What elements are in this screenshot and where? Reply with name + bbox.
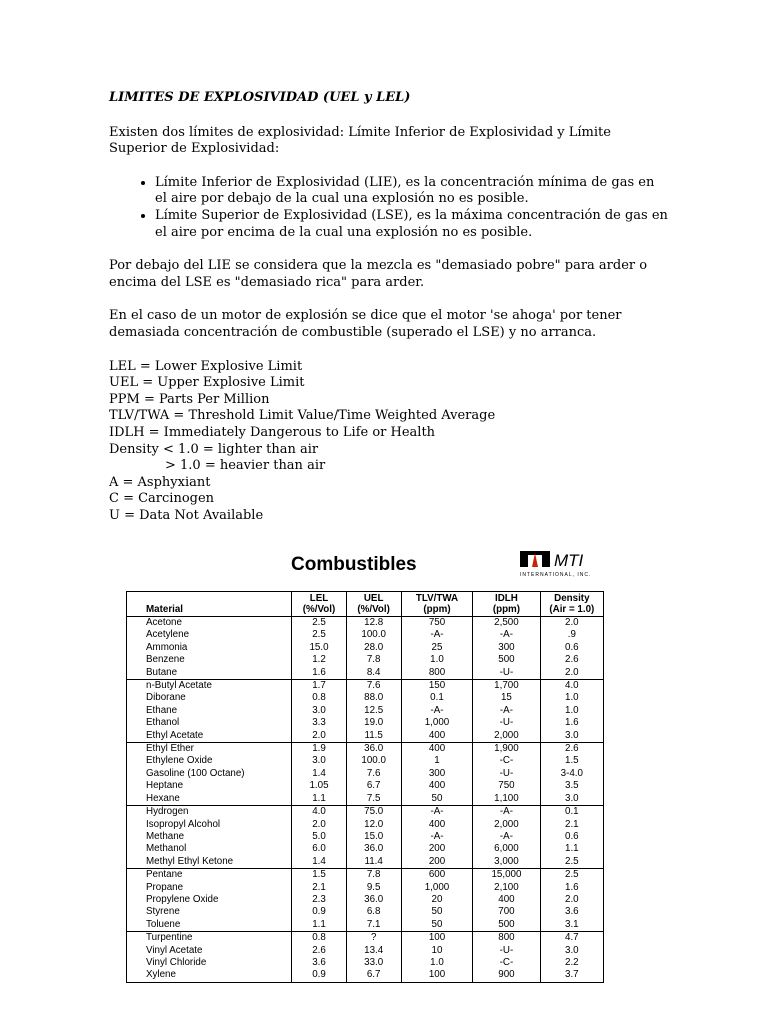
material-cell: Heptane [127, 780, 292, 792]
value-cell: 2.0 [292, 730, 346, 743]
table-row [127, 894, 604, 906]
combustibles-figure [126, 548, 606, 984]
value-cell: 3-4.0 [540, 768, 603, 780]
material-cell: Xylene [127, 969, 292, 982]
value-cell: 3.7 [540, 969, 603, 982]
value-cell: 1.6 [540, 717, 603, 729]
table-row [127, 780, 604, 792]
material-cell: Vinyl Chloride [127, 957, 292, 969]
value-cell: 0.9 [292, 906, 346, 918]
value-cell: 3,000 [473, 856, 540, 869]
material-cell: Ethylene Oxide [127, 755, 292, 767]
value-cell: 2,000 [473, 819, 540, 831]
value-cell: 2.1 [292, 882, 346, 894]
value-cell: 6.7 [346, 780, 401, 792]
definition-carcinogen: C = Carcinogen [109, 491, 215, 507]
definitions-list [109, 359, 669, 525]
value-cell: -A- [473, 705, 540, 717]
value-cell: 36.0 [346, 743, 401, 756]
value-cell: 2.0 [540, 894, 603, 906]
intro-paragraph: Existen dos límites de explosividad: Límite Inferior de Explosividad y Límite Superior de Explosividad: [109, 124, 611, 157]
value-cell: 3.6 [292, 957, 346, 969]
table-header-row [127, 592, 604, 617]
value-cell: -A- [401, 629, 472, 641]
column-header-idlh: IDLH (ppm) [473, 592, 540, 617]
value-cell: 600 [401, 869, 472, 882]
material-cell: Pentane [127, 869, 292, 882]
list-item-lie: • Límite Inferior de Explosividad (LIE), es la concentración mínima de gas en el aire por debajo de la cual una explosión no es posible. [155, 175, 669, 208]
value-cell: 100 [401, 969, 472, 982]
value-cell: 3.5 [540, 780, 603, 792]
table-row [127, 654, 604, 666]
value-cell: 3.0 [540, 730, 603, 743]
value-cell: 0.6 [540, 831, 603, 843]
value-cell: 100.0 [346, 755, 401, 767]
value-cell: 7.6 [346, 680, 401, 693]
material-cell: Methyl Ethyl Ketone [127, 856, 292, 869]
table-row [127, 819, 604, 831]
value-cell: 88.0 [346, 692, 401, 704]
table-row [127, 617, 604, 630]
value-cell: 1.0 [401, 957, 472, 969]
table-row [127, 906, 604, 918]
value-cell: 1.4 [292, 768, 346, 780]
column-header-lel: LEL (%/Vol) [292, 592, 346, 617]
table-row [127, 642, 604, 654]
value-cell: 1.6 [540, 882, 603, 894]
value-cell: 7.8 [346, 654, 401, 666]
value-cell: 11.5 [346, 730, 401, 743]
column-header-material: Material [127, 592, 292, 617]
value-cell: 1.9 [292, 743, 346, 756]
value-cell: 300 [473, 642, 540, 654]
definition-density-light: Density < 1.0 = lighter than air [109, 441, 319, 457]
value-cell: 400 [401, 780, 472, 792]
material-cell: Isopropyl Alcohol [127, 819, 292, 831]
table-row [127, 680, 604, 693]
table-row [127, 919, 604, 932]
material-cell: Methanol [127, 843, 292, 855]
value-cell: -U- [473, 945, 540, 957]
material-cell: Ethane [127, 705, 292, 717]
table-row [127, 730, 604, 743]
material-cell: Methane [127, 831, 292, 843]
material-cell: Hexane [127, 793, 292, 806]
value-cell: 1.0 [540, 705, 603, 717]
value-cell: 3.0 [540, 945, 603, 957]
material-cell: Hydrogen [127, 806, 292, 819]
value-cell: 1.6 [292, 667, 346, 680]
value-cell: 1,000 [401, 717, 472, 729]
value-cell: 300 [401, 768, 472, 780]
value-cell: -C- [473, 957, 540, 969]
table-body [127, 617, 604, 983]
column-header-tlv: TLV/TWA (ppm) [401, 592, 472, 617]
value-cell: 400 [401, 743, 472, 756]
material-cell: Acetylene [127, 629, 292, 641]
table-row [127, 717, 604, 729]
value-cell: 4.0 [292, 806, 346, 819]
material-cell: Ethanol [127, 717, 292, 729]
value-cell: 500 [473, 654, 540, 666]
value-cell: 50 [401, 906, 472, 918]
table-row [127, 629, 604, 641]
table-row [127, 806, 604, 819]
definition-lel: LEL = Lower Explosive Limit [109, 358, 303, 374]
value-cell: 3.1 [540, 919, 603, 932]
value-cell: 8.4 [346, 667, 401, 680]
value-cell: 1.0 [401, 654, 472, 666]
value-cell: 1.1 [292, 919, 346, 932]
definition-asphyxiant: A = Asphyxiant [109, 474, 211, 490]
value-cell: 2.5 [292, 629, 346, 641]
document-body [109, 90, 669, 524]
value-cell: 1.0 [540, 692, 603, 704]
value-cell: -U- [473, 667, 540, 680]
value-cell: 7.6 [346, 768, 401, 780]
table-row [127, 957, 604, 969]
value-cell: 7.8 [346, 869, 401, 882]
value-cell: 400 [401, 730, 472, 743]
value-cell: 6,000 [473, 843, 540, 855]
value-cell: -A- [401, 806, 472, 819]
engine-paragraph: En el caso de un motor de explosión se dice que el motor 'se ahoga' por tener demasiada concentración de combustible (superado el LSE) y no arranca. [109, 308, 622, 340]
mixture-paragraph: Por debajo del LIE se considera que la mezcla es "demasiado pobre" para arder o encima del LSE es "demasiado rica" para arder. [109, 258, 648, 290]
table-row [127, 705, 604, 717]
material-cell: Ethyl Acetate [127, 730, 292, 743]
value-cell: 0.1 [540, 806, 603, 819]
value-cell: 1,000 [401, 882, 472, 894]
value-cell: 12.5 [346, 705, 401, 717]
value-cell: 1,700 [473, 680, 540, 693]
combustibles-table [126, 591, 604, 983]
material-cell: Benzene [127, 654, 292, 666]
value-cell: 1.1 [540, 843, 603, 855]
value-cell: 33.0 [346, 957, 401, 969]
value-cell: ? [346, 932, 401, 945]
value-cell: 800 [473, 932, 540, 945]
value-cell: 2,500 [473, 617, 540, 630]
value-cell: -A- [473, 629, 540, 641]
value-cell: 36.0 [346, 843, 401, 855]
value-cell: -C- [473, 755, 540, 767]
value-cell: 1.5 [540, 755, 603, 767]
value-cell: 0.8 [292, 932, 346, 945]
value-cell: 750 [473, 780, 540, 792]
value-cell: 15.0 [346, 831, 401, 843]
value-cell: 0.8 [292, 692, 346, 704]
value-cell: 20 [401, 894, 472, 906]
value-cell: 3.3 [292, 717, 346, 729]
value-cell: 2.5 [292, 617, 346, 630]
material-cell: Styrene [127, 906, 292, 918]
value-cell: 2,000 [473, 730, 540, 743]
value-cell: 150 [401, 680, 472, 693]
value-cell: 9.5 [346, 882, 401, 894]
value-cell: 1.05 [292, 780, 346, 792]
value-cell: 200 [401, 843, 472, 855]
value-cell: 15.0 [292, 642, 346, 654]
material-cell: n-Butyl Acetate [127, 680, 292, 693]
material-cell: Toluene [127, 919, 292, 932]
value-cell: 2.3 [292, 894, 346, 906]
definition-tlv: TLV/TWA = Threshold Limit Value/Time Weighted Average [109, 408, 496, 424]
value-cell: 7.1 [346, 919, 401, 932]
value-cell: 2.2 [540, 957, 603, 969]
value-cell: 15 [473, 692, 540, 704]
table-row [127, 945, 604, 957]
document-title: LIMITES DE EXPLOSIVIDAD (UEL y LEL) [109, 90, 411, 105]
definition-ppm: PPM = Parts Per Million [109, 391, 270, 407]
value-cell: 1.4 [292, 856, 346, 869]
table-row [127, 856, 604, 869]
value-cell: 1.2 [292, 654, 346, 666]
table-row [127, 667, 604, 680]
value-cell: -A- [473, 806, 540, 819]
value-cell: 3.0 [292, 755, 346, 767]
value-cell: 2.6 [540, 743, 603, 756]
value-cell: 0.9 [292, 969, 346, 982]
material-cell: Butane [127, 667, 292, 680]
value-cell: 2,100 [473, 882, 540, 894]
value-cell: 2.0 [540, 617, 603, 630]
material-cell: Ethyl Ether [127, 743, 292, 756]
value-cell: 50 [401, 793, 472, 806]
table-row [127, 843, 604, 855]
value-cell: 100.0 [346, 629, 401, 641]
value-cell: -A- [401, 705, 472, 717]
table-row [127, 692, 604, 704]
value-cell: 11.4 [346, 856, 401, 869]
table-row [127, 869, 604, 882]
value-cell: 36.0 [346, 894, 401, 906]
value-cell: 700 [473, 906, 540, 918]
material-cell: Vinyl Acetate [127, 945, 292, 957]
value-cell: 200 [401, 856, 472, 869]
value-cell: 6.8 [346, 906, 401, 918]
value-cell: 3.6 [540, 906, 603, 918]
value-cell: -A- [401, 831, 472, 843]
table-row [127, 793, 604, 806]
logo-subtitle: INTERNATIONAL, INC. [520, 572, 592, 578]
material-cell: Propylene Oxide [127, 894, 292, 906]
value-cell: 2.5 [540, 856, 603, 869]
value-cell: 4.7 [540, 932, 603, 945]
logo-text: MTI [554, 551, 584, 570]
value-cell: 6.0 [292, 843, 346, 855]
value-cell: 15,000 [473, 869, 540, 882]
value-cell: 6.7 [346, 969, 401, 982]
value-cell: 1,100 [473, 793, 540, 806]
table-row [127, 831, 604, 843]
value-cell: 2.1 [540, 819, 603, 831]
value-cell: 2.6 [292, 945, 346, 957]
definition-density-heavy: > 1.0 = heavier than air [165, 458, 326, 474]
table-row [127, 768, 604, 780]
value-cell: 1.5 [292, 869, 346, 882]
material-cell: Acetone [127, 617, 292, 630]
value-cell: 1 [401, 755, 472, 767]
value-cell: 800 [401, 667, 472, 680]
value-cell: 75.0 [346, 806, 401, 819]
figure-title: Combustibles [291, 554, 417, 575]
value-cell: 2.5 [540, 869, 603, 882]
value-cell: -U- [473, 768, 540, 780]
material-cell: Ammonia [127, 642, 292, 654]
list-item-lse: • Límite Superior de Explosividad (LSE), es la máxima concentración de gas en el aire por encima de la cual una explosión no es posible. [155, 208, 669, 241]
value-cell: 13.4 [346, 945, 401, 957]
value-cell: 900 [473, 969, 540, 982]
value-cell: 3.0 [292, 705, 346, 717]
value-cell: 10 [401, 945, 472, 957]
definition-unavailable: U = Data Not Available [109, 507, 264, 523]
value-cell: 1.1 [292, 793, 346, 806]
table-row [127, 743, 604, 756]
column-header-uel: UEL (%/Vol) [346, 592, 401, 617]
value-cell: 50 [401, 919, 472, 932]
value-cell: 500 [473, 919, 540, 932]
value-cell: 100 [401, 932, 472, 945]
value-cell: 400 [473, 894, 540, 906]
material-cell: Turpentine [127, 932, 292, 945]
value-cell: 0.1 [401, 692, 472, 704]
material-cell: Diborane [127, 692, 292, 704]
value-cell: .9 [540, 629, 603, 641]
definition-uel: UEL = Upper Explosive Limit [109, 375, 305, 391]
value-cell: -A- [473, 831, 540, 843]
table-row [127, 882, 604, 894]
table-row [127, 969, 604, 982]
definition-idlh: IDLH = Immediately Dangerous to Life or Health [109, 424, 436, 440]
table-row [127, 755, 604, 767]
value-cell: 2.6 [540, 654, 603, 666]
column-header-density: Density (Air = 1.0) [540, 592, 603, 617]
value-cell: 4.0 [540, 680, 603, 693]
material-cell: Gasoline (100 Octane) [127, 768, 292, 780]
limits-list [109, 175, 669, 241]
value-cell: -U- [473, 717, 540, 729]
value-cell: 12.8 [346, 617, 401, 630]
value-cell: 2.0 [292, 819, 346, 831]
value-cell: 1.7 [292, 680, 346, 693]
value-cell: 1,900 [473, 743, 540, 756]
value-cell: 2.0 [540, 667, 603, 680]
table-row [127, 932, 604, 945]
value-cell: 400 [401, 819, 472, 831]
value-cell: 5.0 [292, 831, 346, 843]
value-cell: 7.5 [346, 793, 401, 806]
value-cell: 25 [401, 642, 472, 654]
value-cell: 0.6 [540, 642, 603, 654]
value-cell: 28.0 [346, 642, 401, 654]
value-cell: 750 [401, 617, 472, 630]
value-cell: 12.0 [346, 819, 401, 831]
material-cell: Propane [127, 882, 292, 894]
value-cell: 3.0 [540, 793, 603, 806]
value-cell: 19.0 [346, 717, 401, 729]
